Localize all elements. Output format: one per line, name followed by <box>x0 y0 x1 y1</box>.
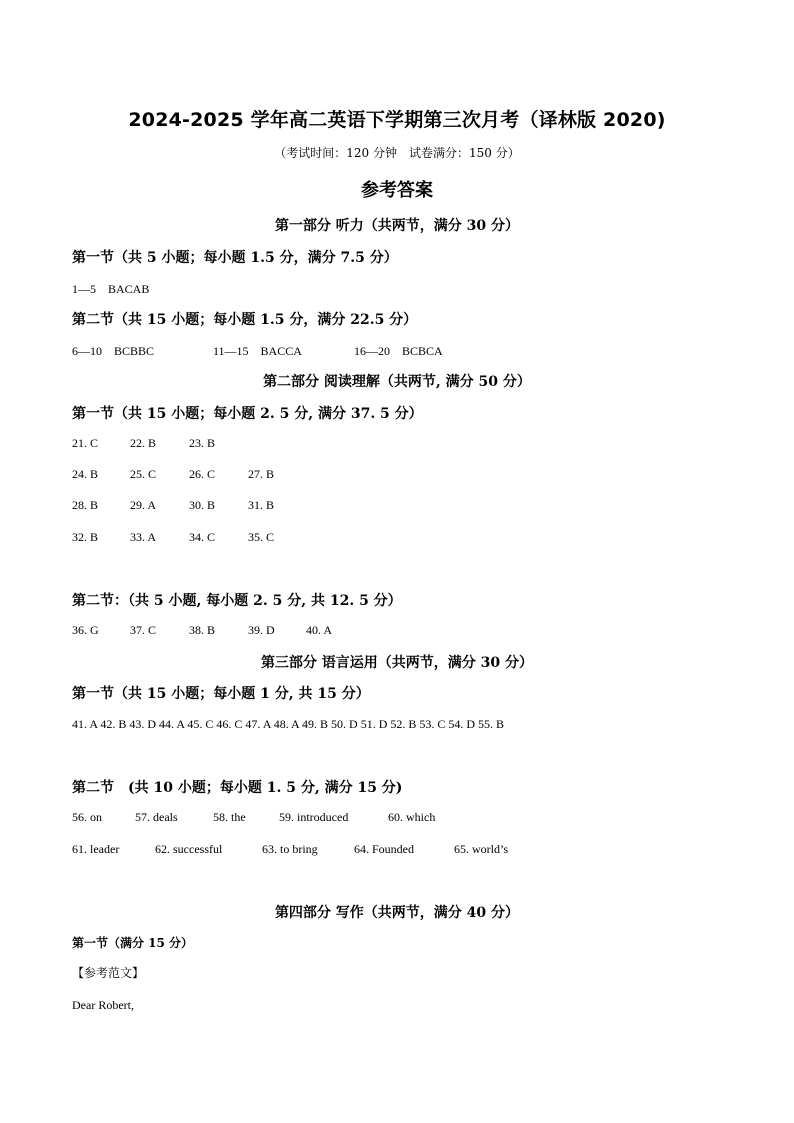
answer-row <box>72 530 274 545</box>
answer-group: 16—20 BCBCA <box>354 344 443 358</box>
part3-sec1-heading: 第一节（共 15 小题；每小题 1 分, 共 15 分） <box>72 686 370 702</box>
part1-sec2-heading: 第二节（共 15 小题；每小题 1.5 分，满分 22.5 分） <box>72 312 418 328</box>
answer-item: 36. G <box>72 623 99 637</box>
answer-item: 34. C <box>189 530 216 544</box>
answer-item: 32. B <box>72 530 99 544</box>
answer-item: 38. B <box>189 623 216 637</box>
answer-row <box>72 436 215 451</box>
part1-heading: 第一部分 听力（共两节，满分 30 分） <box>274 218 520 234</box>
part2-sec2-answers <box>72 623 332 638</box>
part4-sec1-heading: 第一节（满分 15 分） <box>72 936 194 950</box>
answer-item: 24. B <box>72 467 99 481</box>
answer-row <box>72 498 274 513</box>
answer-item: 64. Founded <box>354 842 414 856</box>
answer-item: 21. C <box>72 436 99 450</box>
answer-item: 26. C <box>189 467 216 481</box>
part1-sec2-answers <box>72 342 443 359</box>
sample-essay-label: 【参考范文】 <box>72 966 145 980</box>
part3-heading: 第三部分 语言运用（共两节，满分 30 分） <box>260 655 534 671</box>
answer-item: 31. B <box>248 498 275 512</box>
answer-row <box>72 842 508 857</box>
page-title: 2024-2025 学年高二英语下学期第三次月考（译林版 2020) <box>128 109 666 131</box>
answer-item: 61. leader <box>72 842 120 856</box>
answer-item: 30. B <box>189 498 216 512</box>
part2-sec1-heading: 第一节（共 15 小题；每小题 2. 5 分, 满分 37. 5 分） <box>72 406 423 422</box>
part2-heading: 第二部分 阅读理解（共两节, 满分 50 分） <box>263 374 531 390</box>
answer-row <box>72 467 274 482</box>
answer-item: 23. B <box>189 436 216 450</box>
answer-item: 35. C <box>248 530 275 544</box>
answer-item: 57. deals <box>135 810 178 824</box>
exam-info: （考试时间：120 分钟 试卷满分：150 分） <box>274 146 520 160</box>
answer-item: 27. B <box>248 467 275 481</box>
answer-item: 22. B <box>130 436 157 450</box>
answer-item: 39. D <box>248 623 275 637</box>
part3-sec1-answers: 41. A 42. B 43. D 44. A 45. C 46. C 47. A 48. A 49. B 50. D 51. D 52. B 53. C 54. D 55. B <box>72 717 505 731</box>
answer-item: 29. A <box>130 498 157 512</box>
answer-item: 62. successful <box>155 842 223 856</box>
letter-greeting: Dear Robert, <box>72 998 134 1012</box>
answer-row <box>72 810 435 825</box>
answer-group: 6—10 BCBBC <box>72 344 155 358</box>
answer-item: 65. world’s <box>454 842 508 856</box>
answer-item: 56. on <box>72 810 102 824</box>
part4-heading: 第四部分 写作（共两节，满分 40 分） <box>274 905 520 921</box>
part1-sec1-answers: 1—5 BACAB <box>72 282 150 296</box>
answer-item: 58. the <box>213 810 246 824</box>
answer-item: 40. A <box>306 623 333 637</box>
answers-heading: 参考答案 <box>361 180 433 201</box>
part3-sec2-heading: 第二节 (共 10 小题；每小题 1. 5 分, 满分 15 分) <box>72 780 403 796</box>
answer-item: 60. which <box>388 810 436 824</box>
answer-item: 33. A <box>130 530 157 544</box>
answer-item: 59. introduced <box>279 810 349 824</box>
answer-item: 25. C <box>130 467 157 481</box>
answer-item: 63. to bring <box>262 842 318 856</box>
part1-sec1-heading: 第一节（共 5 小题；每小题 1.5 分，满分 7.5 分） <box>72 250 398 266</box>
answer-item: 37. C <box>130 623 157 637</box>
answer-item: 28. B <box>72 498 99 512</box>
answer-group: 11—15 BACCA <box>213 344 302 358</box>
part2-sec2-heading: 第二节：（共 5 小题, 每小题 2. 5 分, 共 12. 5 分） <box>72 593 402 609</box>
